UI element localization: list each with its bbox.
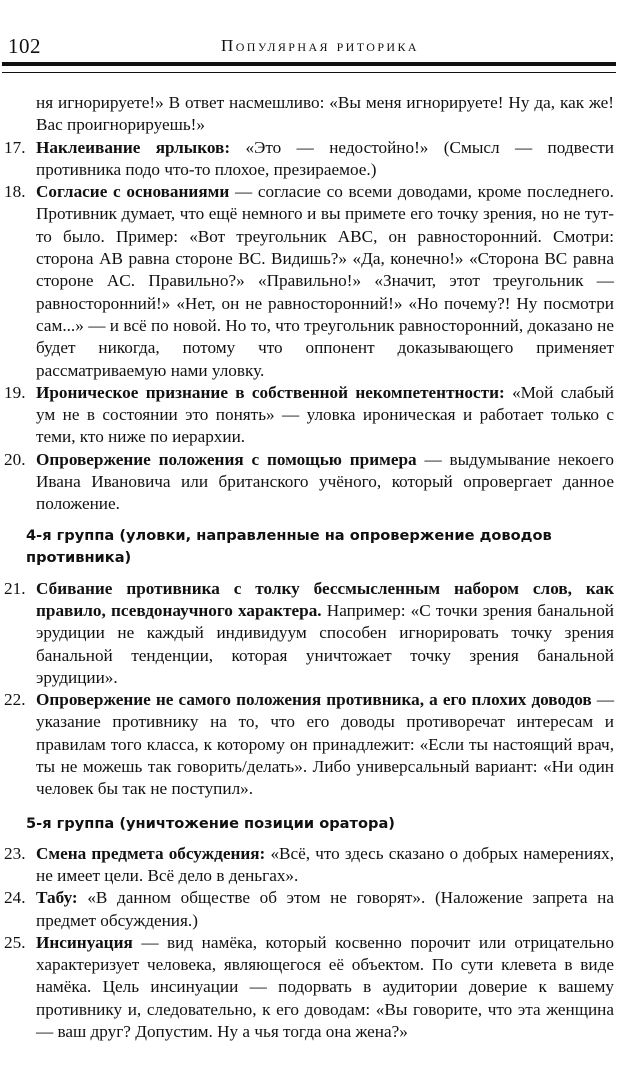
item-number: 22.	[4, 690, 26, 710]
running-title: Популярная риторика	[221, 36, 419, 55]
header-rule-thin	[2, 72, 616, 73]
page-header	[0, 30, 620, 64]
list-item	[0, 449, 620, 516]
item-text: — согласие со всеми доводами, кроме последнего. Противник думает, что ещё немного и вы примете его точку зрения, но не тут-то было. Пример: «Вот треугольник ABC, он равносторонний. Смотри: сторона AB равна стороне BC. Видишь?» «Да, конечно!» «Сторона BC равна стороне AC. Правильно?» «Правильно!» «Значит, этот треугольник — равносторонний!» «Нет, он не равносторонний!» «Но почему?! Ну посмотри сам...» — и всё по новой. Но то, что треугольник равносторонний, доказано не будет никогда, потому что оппонент доказывающего применяет рассматриваемую нами уловку.	[36, 182, 614, 380]
item-title: Инсинуация	[36, 932, 133, 952]
item-title: Опровержение не самого положения противника, а его плохих доводов	[36, 690, 592, 710]
item-title: Сбивание противника с толку бессмысленным набором слов, как правило, псевдонаучного характера.	[36, 578, 614, 620]
item-title: Наклеивание ярлыков:	[36, 137, 231, 157]
item-text: — выдумывание некоего Ивана Ивановича или британского учёного, который опровергает данное положение.	[36, 449, 614, 514]
item-text: «Всё, что здесь сказано о добрых намерениях, не имеет цели. Всё дело в деньгах».	[36, 843, 614, 885]
item-number: 24.	[4, 888, 26, 908]
item-number: 25.	[4, 932, 26, 952]
item-text: — указание противнику на то, что его доводы противоречат интересам и правилам того класса, к которому он принадлежит: «Если ты настоящий врач, ты не можешь так говорить/делать». Либо универсальный вариант: «Ни один человек бы так не поступил».	[36, 690, 615, 799]
item-title: Табу:	[36, 888, 78, 908]
item-title: Согласие с основаниями	[36, 182, 230, 202]
continuation-paragraph: ня игнорируете!» В ответ насмешливо: «Вы меня игнорируете! Ну да, как же! Вас проигнорируешь!»	[36, 93, 614, 135]
list-item	[0, 843, 620, 888]
item-number: 19.	[4, 382, 26, 402]
item-number: 18.	[4, 182, 26, 202]
item-title: Опровержение положения с помощью примера	[36, 449, 417, 469]
page-number: 102	[8, 34, 41, 58]
header-rule-thick	[2, 62, 616, 66]
group-heading-4: 4-я группа (уловки, направленные на опровержение доводов противника)	[26, 526, 552, 566]
item-number: 17.	[4, 137, 26, 157]
list-item	[0, 578, 620, 689]
item-text: «В данном обществе об этом не говорят». (Наложение запрета на предмет обсуждения.)	[36, 888, 614, 930]
item-text: — вид намёка, который косвенно порочит или отрицательно характеризует человека, являющегося её объектом. По сути клевета в виде намёка. Цель инсинуации — подорвать в аудитории доверие к вашему противнику и, следовательно, к его доводам: «Вы говорите, что эта женщина — ваш друг? Допустим. Ну а чья тогда она жена?»	[36, 932, 614, 1041]
page-body	[0, 92, 620, 1043]
list-item	[0, 137, 620, 182]
list-item	[0, 181, 620, 382]
item-title: Ироническое признание в собственной некомпетентности:	[36, 382, 505, 402]
item-number: 23.	[4, 843, 26, 863]
item-title: Смена предмета обсуждения:	[36, 843, 266, 863]
item-number: 21.	[4, 578, 26, 598]
item-text: Например: «С точки зрения банальной эрудиции не каждый индивидуум способен игнорировать точку зрения банальной тенденции, которая уничтожает точку зрения банальной эрудиции».	[36, 600, 614, 687]
group-heading-5: 5-я группа (уничтожение позиции оратора)	[26, 814, 395, 832]
list-item	[0, 887, 620, 932]
list-item	[0, 382, 620, 449]
item-text: «Это — недостойно!» (Смысл — подвести противника подо что-то плохое, презираемое.)	[36, 137, 614, 179]
item-text: «Мой слабый ум не в состоянии это понять» — уловка ироническая и работает только с теми, кто ниже по иерархии.	[36, 382, 614, 447]
list-item	[0, 689, 620, 800]
item-number: 20.	[4, 449, 26, 469]
list-item	[0, 932, 620, 1043]
